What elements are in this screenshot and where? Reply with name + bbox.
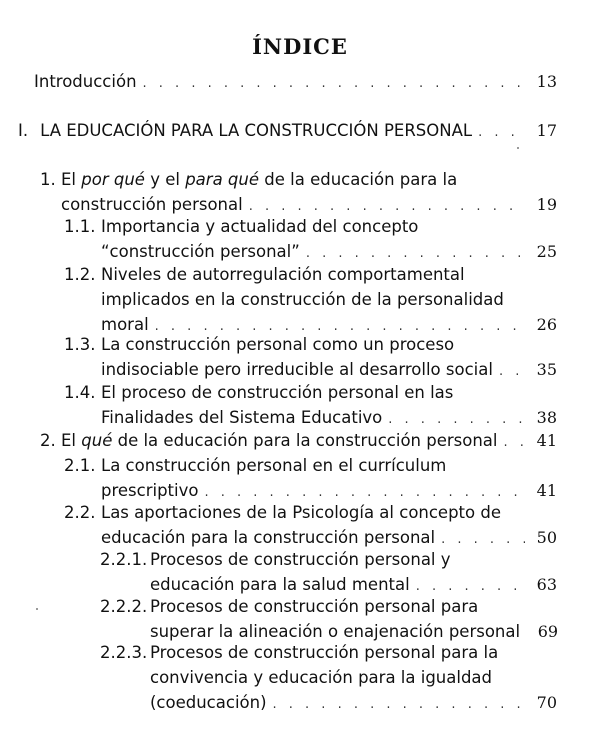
entry-number: 2.	[40, 431, 56, 450]
dot-leader	[478, 120, 525, 145]
entry-text-line-1: El por qué y el para qué de la educación para la	[61, 170, 458, 189]
entry-text: Introducción	[34, 72, 137, 91]
entry-text: El qué de la educación para la construcción personal	[61, 431, 498, 450]
entry-text-line-1: Importancia y actualidad del concepto	[101, 217, 419, 236]
entry-number: 2.2.3.	[100, 643, 148, 662]
toc-entry-2-2-2	[100, 594, 557, 646]
entry-text-line-2: superar la alineación o enajenación personal	[150, 622, 521, 641]
entry-text-line-1: Niveles de autorregulación comportamental	[101, 265, 465, 284]
entry-text-line-1: Procesos de construcción personal para	[150, 597, 479, 616]
entry-number: 2.2.1.	[100, 550, 148, 569]
entry-number: 2.1.	[64, 456, 96, 475]
page-number: 41	[536, 431, 557, 450]
page-number: 63	[536, 575, 557, 594]
entry-number: 2.2.	[64, 503, 96, 522]
dot-leader	[504, 430, 525, 455]
toc-entry-2	[40, 428, 557, 455]
toc-entry-1	[40, 167, 557, 219]
entry-text-line-2: educación para la construcción personal	[101, 528, 436, 547]
page-number: 70	[536, 693, 557, 712]
entry-text-line-2: Finalidades del Sistema Educativo	[101, 408, 383, 427]
entry-text-line-1: El proceso de construcción personal en las	[101, 383, 454, 402]
scan-speck	[36, 608, 38, 610]
page-number: 26	[536, 315, 557, 334]
toc-line	[61, 428, 557, 455]
entry-text-line-1: La construcción personal como un proceso	[101, 335, 455, 354]
entry-text-line-2: “construcción personal”	[101, 242, 300, 261]
page-number: 25	[536, 242, 557, 261]
entry-text-line-2: educación para la salud mental	[150, 575, 410, 594]
page-number: 17	[536, 121, 557, 140]
page-number: 41	[536, 481, 557, 500]
entry-number: 1.2.	[64, 265, 96, 284]
entry-number: 2.2.2.	[100, 597, 148, 616]
toc-entry-2-1	[64, 453, 557, 505]
entry-text-line-3: (coeducación)	[150, 693, 267, 712]
page-number: 13	[536, 72, 557, 91]
entry-text: LA EDUCACIÓN PARA LA CONSTRUCCIÓN PERSONAL	[40, 121, 473, 140]
page-number: 50	[536, 528, 557, 547]
page-number: 19	[536, 195, 557, 214]
entry-text-line-2: indisociable pero irreducible al desarrollo social	[101, 360, 493, 379]
toc-entry-1-2	[64, 262, 557, 339]
toc-line	[150, 690, 557, 717]
entry-text-line-2: construcción personal	[61, 195, 243, 214]
page-number: 35	[536, 360, 557, 379]
toc-line	[34, 69, 557, 96]
entry-text-line-1: Las aportaciones de la Psicología al concepto de	[101, 503, 501, 522]
toc-entry-1-3	[64, 332, 557, 384]
dot-leader	[273, 692, 525, 717]
scan-speck	[517, 147, 519, 149]
toc-entry-introduction	[34, 69, 557, 96]
entry-text-line-2: implicados en la construcción de la personalidad	[101, 290, 504, 309]
entry-number: 1.3.	[64, 335, 96, 354]
entry-text-line-2: prescriptivo	[101, 481, 199, 500]
entry-number: 1.	[40, 170, 56, 189]
toc-entry-2-2-3	[100, 640, 557, 717]
toc-entry-2-2-1	[100, 547, 557, 599]
toc-entry-part-1	[18, 118, 557, 145]
toc-line	[18, 118, 557, 145]
page-number: 69	[537, 622, 559, 641]
entry-number: 1.1.	[64, 217, 96, 236]
entry-text-line-1: La construcción personal en el currículum	[101, 456, 447, 475]
page-number: 38	[536, 408, 557, 427]
entry-text-line-2: convivencia y educación para la igualdad	[150, 668, 493, 687]
page-title: ÍNDICE	[252, 34, 348, 59]
entry-text-line-1: Procesos de construcción personal y	[150, 550, 451, 569]
entry-number: I.	[18, 121, 29, 140]
entry-text-line-1: Procesos de construcción personal para la	[150, 643, 499, 662]
toc-entry-1-1	[64, 214, 557, 266]
entry-text-line-3: moral	[101, 315, 149, 334]
dot-leader	[143, 71, 525, 96]
toc-entry-2-2	[64, 500, 557, 552]
toc-entry-1-4	[64, 380, 557, 432]
entry-number: 1.4.	[64, 383, 96, 402]
